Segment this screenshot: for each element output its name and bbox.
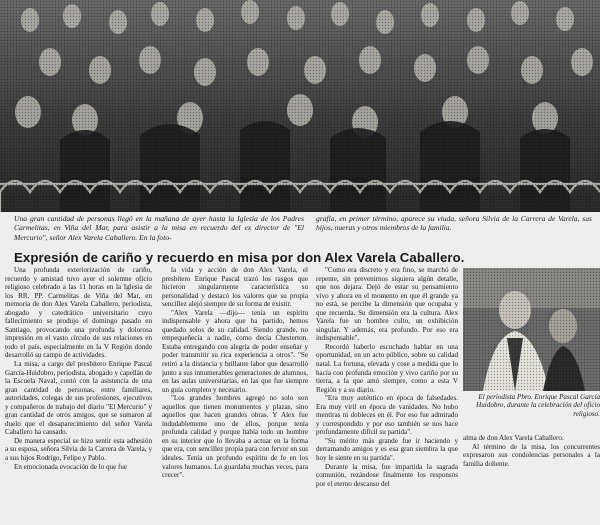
article-headline: Expresión de cariño y recuerdo en misa por don Alex Varela Caballero.: [14, 250, 465, 265]
paragraph: "Era muy auténtico en época de falsedades. Era muy viril en época de vanidades. No hubo mentiras ni dobleces en él. Por eso fue admirado y correspondido y por eso también se nos hace profundamente difícil su partida".: [316, 394, 458, 437]
paragraph: Durante la misa, fue impartida la sagrada comunión, rezándose finalmente los responsos por el eterno descanso del: [316, 462, 458, 488]
paragraph: Una profunda exteriorización de cariño, recuerdo y amistad tuvo ayer el solemne oficio religioso celebrado a las 11 horas en la Iglesia de los RR. PP. Carmelitas de Viña del Mar, en memoria de don Alex Varela Caballero, periodista, abogado y catedrático universitario cuyo fallecimiento se produjo el domingo pasado en Santiago, provocando una profunda y dolorosa impresión en el vasto círculo de sus relaciones en todo el país, especialmente en la V Región donde desarrolló su campo de actividades.: [5, 266, 152, 360]
paragraph: De manera especial se hizo sentir esta adhesión a su esposa, señora Silvia de la Carrera de Varela, y a sus hijos Rodrigo, Felipe y Pablo.: [5, 436, 152, 463]
priest-photo-caption: El periodista Pbro. Enrique Pascal García Huidobro, durante la celebración del oficio religioso.: [476, 393, 600, 418]
main-photo-caption-left: Una gran cantidad de personas llegó en la mañana de ayer hasta la Iglesia de los Padres Carmelitas, en Viña del Mar, para asistir a la misa en recuerdo del ex director de "El Mercurio", señor Alex Varela Caballero. En la foto-: [14, 214, 304, 242]
article-column-3: [316, 266, 458, 525]
paragraph: "Como era discreto y era fino, se marchó de repente, sin prevenirnos siquiera algún detalle, que nos dejara. Dejó de estar su pensamiento vivo y ahora en el momento en que él grande ya no está, se percibe la dimensión que ocupaba y que recuerda. Su dimensión era la cultura. Alex Varela fue un hombre culto, un exhibición singular. Y además, era profundo. Por eso era indispensable".: [316, 266, 458, 343]
paragraph: la vida y acción de don Alex Varela, el presbítero Enrique Pascal trazó los rasgos que hicieron singularmente característica su personalidad y destacó los valores que su propia sencillez alejó siempre de su forma de existir.: [162, 266, 308, 309]
paragraph: La misa, a cargo del presbítero Enrique Pascal García-Huidobro, periodista, abogado y capellán de la Escuela Naval, contó con la asistencia de una gran cantidad de personas, entre familiares, autoridades, colegas de sus profesiones, ejecutivos y compañeros de trabajo del diario "El Mercurio" y gran cantidad de otros amigos, que se sumaron al duelo que el desaparecimiento del señor Varela Caballero ha causado.: [5, 360, 152, 437]
main-photo-caption-right: grafía, en primer término, aparece su viuda, señora Silvia de la Carrera de Varela, sus hijos, nueras y otros miembros de la familia.: [316, 214, 592, 233]
article-column-4: [463, 266, 600, 525]
article-column-2: [162, 266, 308, 525]
paragraph: Recordó haberlo escuchado hablar en una oportunidad, en un acto público, sobre su calidad natal. La fortuna, elevada y cose a medida que lo hacía con profunda emoción y vivo cariño por su tierra, a la que amó siempre, como a esta V Región y a su diario.: [316, 342, 458, 394]
paragraph: alma de don Alex Varela Caballero.: [463, 434, 564, 442]
paragraph: "Alex Varela —dijo— tenía un espíritu indispensable y ahora que ha partido, hemos quedado solos de su calidad. Siendo grande, no empequeñecía a nadie, como decía Chesterton. Estaba entregando con alegría de poder enseñar y poder transmitir su rica experiencia a otros". "Se retiró a la distancia y brillante labor que desarrolló junto a sus innumerables generaciones de alumnos, en las aulas universitarias, en las que fue siempre un guía completo y necesario.: [162, 308, 308, 394]
paragraph: Al término de la misa, los concurrentes expresaron sus condolencias personales a la familia doliente.: [463, 442, 600, 468]
paragraph: En emocionada evocación de lo que fue: [14, 462, 128, 471]
paragraph: "Los grandes hombres agregó no solo son aquellos que tienen monumentos y plazas, sino aquellos que hacen grandes obras. Y Alex fue indudablemente uno de ellos, porque tenía profunda calidad y porque había todo un hombre en su interior que lo llevaba a actuar en la forma que era, con sencillez propia para con fervor en sus ideales. Tenía un profundo espíritu de fe en los valores humanos. Lo guardaba muchas veces, para crecer".: [162, 394, 308, 480]
article-column-1: [5, 266, 152, 525]
main-photo: [0, 0, 600, 212]
paragraph: "Su mérito más grande fue ir haciendo y derramando amigos y es esa gran siembra la que hoy le siente en su partida".: [316, 436, 458, 463]
